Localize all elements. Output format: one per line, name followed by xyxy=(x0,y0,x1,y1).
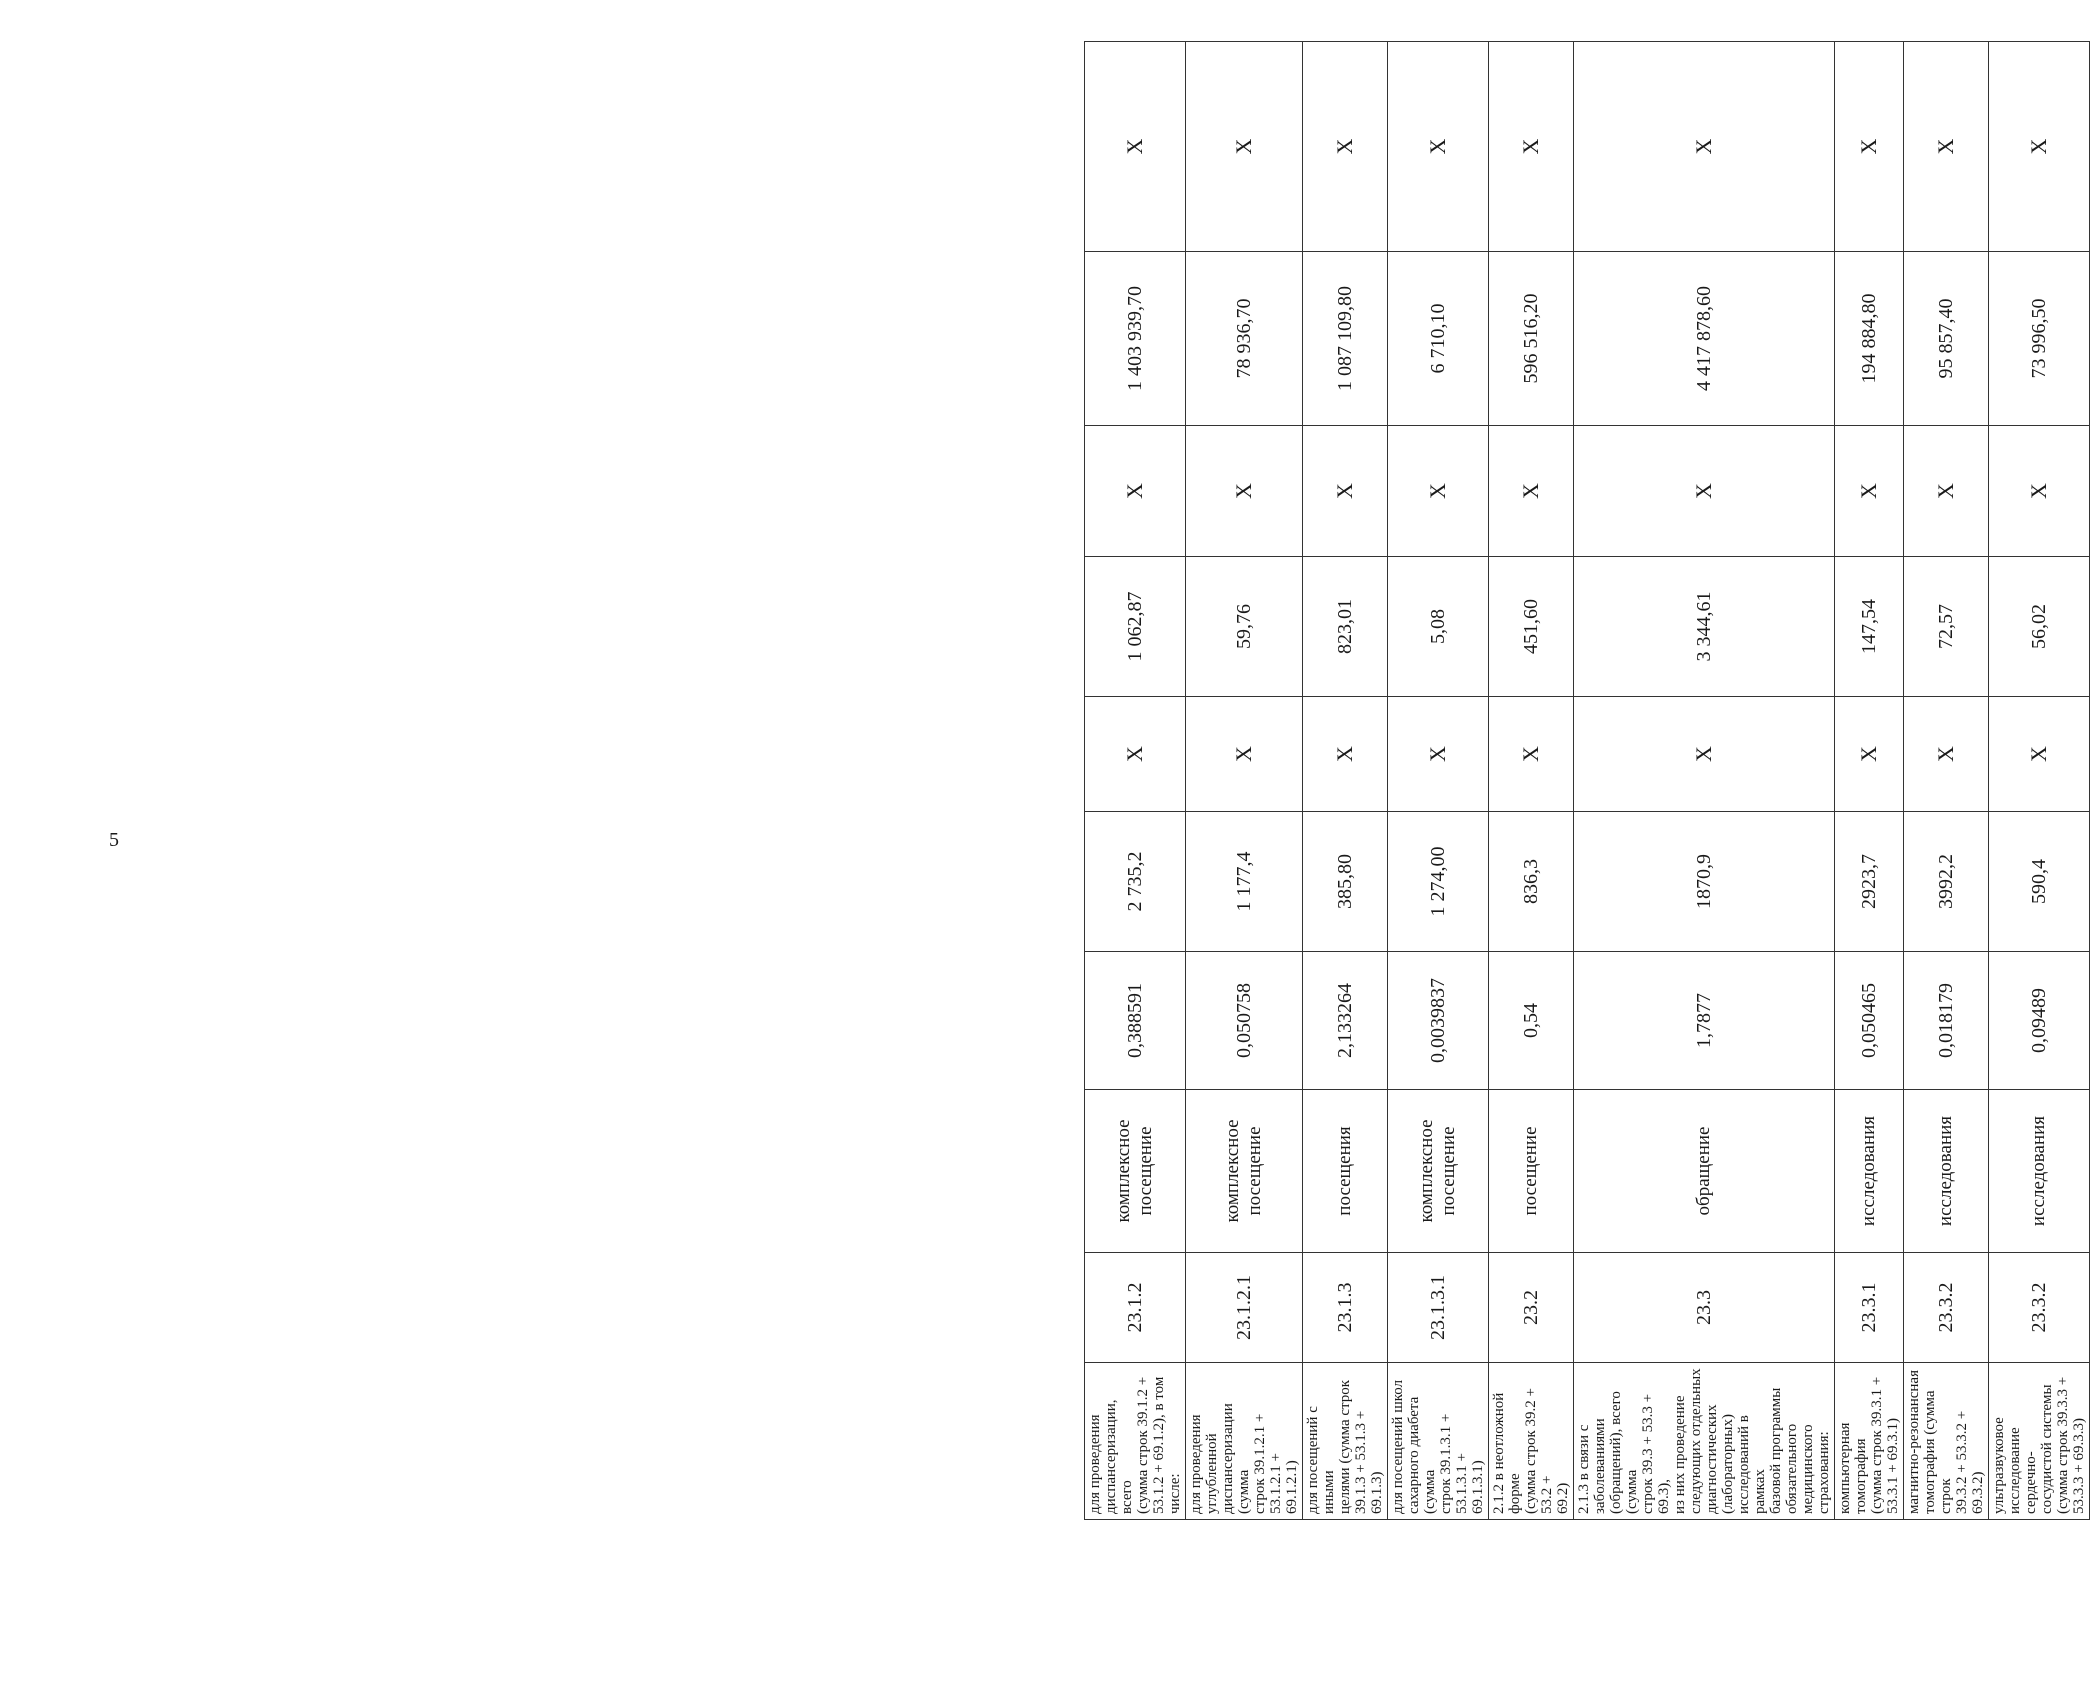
x-mark-cell: Х xyxy=(1835,697,1904,812)
norm-cost-cell: 1870,9 xyxy=(1574,812,1835,952)
x-mark-cell: Х xyxy=(1904,697,1989,812)
norm-volume-cell: 0,050465 xyxy=(1835,952,1904,1090)
row-name-cell: 2.1.3 в связи с заболеваниями (обращений), всего (сумма строк 39.3 + 53.3 + 69.3), из них проведение следующих отдельных диагностических (лабораторных) исследований в рамках базовой программы обязательного медицинского страхования: xyxy=(1574,1363,1835,1520)
x-mark-cell: Х xyxy=(1303,42,1388,252)
tariff-table xyxy=(1084,41,2090,1520)
x-mark-cell: Х xyxy=(1085,42,1186,252)
x-mark-cell: Х xyxy=(1303,697,1388,812)
x-mark-cell: Х xyxy=(1574,42,1835,252)
row-name-cell: ультразвуковое исследование сердечно- сосудистой системы (сумма строк 39.3.3 + 53.3.3 + 69.3.3) xyxy=(1989,1363,2090,1520)
unit-cell: посещение xyxy=(1489,1090,1574,1253)
row-name-cell: магнитно-резонансная томография (сумма строк 39.3.2 + 53.3.2 + 69.3.2) xyxy=(1904,1363,1989,1520)
norm-cost-cell: 2 735,2 xyxy=(1085,812,1186,952)
row-name-cell: 2.1.2 в неотложной форме (сумма строк 39.2 + 53.2 + 69.2) xyxy=(1489,1363,1574,1520)
x-mark-cell: Х xyxy=(1574,426,1835,557)
x-mark-cell: Х xyxy=(1388,697,1489,812)
total-cost-cell: 6 710,10 xyxy=(1388,252,1489,426)
x-mark-cell: Х xyxy=(1186,42,1303,252)
row-code-cell: 23.3 xyxy=(1574,1253,1835,1363)
table-row xyxy=(1835,42,1904,1520)
x-mark-cell: Х xyxy=(1085,426,1186,557)
per-capita-cell: 56,02 xyxy=(1989,557,2090,697)
total-cost-cell: 1 403 939,70 xyxy=(1085,252,1186,426)
unit-cell: исследования xyxy=(1835,1090,1904,1253)
norm-volume-cell: 0,09489 xyxy=(1989,952,2090,1090)
per-capita-cell: 3 344,61 xyxy=(1574,557,1835,697)
norm-cost-cell: 3992,2 xyxy=(1904,812,1989,952)
per-capita-cell: 5,08 xyxy=(1388,557,1489,697)
table-row xyxy=(1388,42,1489,1520)
table-body xyxy=(1085,42,2090,1520)
x-mark-cell: Х xyxy=(1489,42,1574,252)
rotated-table-wrapper xyxy=(1084,42,2087,1520)
x-mark-cell: Х xyxy=(1388,42,1489,252)
norm-volume-cell: 0,54 xyxy=(1489,952,1574,1090)
total-cost-cell: 78 936,70 xyxy=(1186,252,1303,426)
norm-volume-cell: 0,388591 xyxy=(1085,952,1186,1090)
x-mark-cell: Х xyxy=(1186,426,1303,557)
x-mark-cell: Х xyxy=(1085,697,1186,812)
per-capita-cell: 147,54 xyxy=(1835,557,1904,697)
row-code-cell: 23.3.1 xyxy=(1835,1253,1904,1363)
table-row xyxy=(1574,42,1835,1520)
row-name-cell: компьютерная томография (сумма строк 39.3.1 + 53.3.1 + 69.3.1) xyxy=(1835,1363,1904,1520)
row-code-cell: 23.1.2.1 xyxy=(1186,1253,1303,1363)
norm-volume-cell: 0,018179 xyxy=(1904,952,1989,1090)
row-code-cell: 23.1.3.1 xyxy=(1388,1253,1489,1363)
x-mark-cell: Х xyxy=(1989,426,2090,557)
row-name-cell: для посещений школ сахарного диабета (сумма строк 39.1.3.1 + 53.1.3.1 + 69.1.3.1) xyxy=(1388,1363,1489,1520)
row-code-cell: 23.1.2 xyxy=(1085,1253,1186,1363)
x-mark-cell: Х xyxy=(1186,697,1303,812)
total-cost-cell: 95 857,40 xyxy=(1904,252,1989,426)
row-code-cell: 23.3.2 xyxy=(1904,1253,1989,1363)
total-cost-cell: 73 996,50 xyxy=(1989,252,2090,426)
unit-cell: обращение xyxy=(1574,1090,1835,1253)
x-mark-cell: Х xyxy=(1489,697,1574,812)
table-row xyxy=(1303,42,1388,1520)
table-row xyxy=(1989,42,2090,1520)
row-code-cell: 23.3.2 xyxy=(1989,1253,2090,1363)
x-mark-cell: Х xyxy=(1835,426,1904,557)
norm-cost-cell: 1 274,00 xyxy=(1388,812,1489,952)
table-row xyxy=(1085,42,1186,1520)
norm-volume-cell: 1,7877 xyxy=(1574,952,1835,1090)
row-name-cell: для проведения углубленной диспансеризации (сумма строк 39.1.2.1 + 53.1.2.1 + 69.1.2.1) xyxy=(1186,1363,1303,1520)
per-capita-cell: 1 062,87 xyxy=(1085,557,1186,697)
x-mark-cell: Х xyxy=(1388,426,1489,557)
unit-cell: комплексное посещение xyxy=(1388,1090,1489,1253)
norm-volume-cell: 2,133264 xyxy=(1303,952,1388,1090)
per-capita-cell: 72,57 xyxy=(1904,557,1989,697)
unit-cell: исследования xyxy=(1989,1090,2090,1253)
norm-volume-cell: 0,050758 xyxy=(1186,952,1303,1090)
total-cost-cell: 4 417 878,60 xyxy=(1574,252,1835,426)
row-code-cell: 23.2 xyxy=(1489,1253,1574,1363)
x-mark-cell: Х xyxy=(1489,426,1574,557)
x-mark-cell: Х xyxy=(1303,426,1388,557)
unit-cell: исследования xyxy=(1904,1090,1989,1253)
total-cost-cell: 596 516,20 xyxy=(1489,252,1574,426)
norm-cost-cell: 836,3 xyxy=(1489,812,1574,952)
norm-cost-cell: 1 177,4 xyxy=(1186,812,1303,952)
norm-volume-cell: 0,0039837 xyxy=(1388,952,1489,1090)
x-mark-cell: Х xyxy=(1574,697,1835,812)
x-mark-cell: Х xyxy=(1989,697,2090,812)
page-number: 5 xyxy=(109,829,119,851)
x-mark-cell: Х xyxy=(1989,42,2090,252)
x-mark-cell: Х xyxy=(1835,42,1904,252)
per-capita-cell: 451,60 xyxy=(1489,557,1574,697)
norm-cost-cell: 590,4 xyxy=(1989,812,2090,952)
total-cost-cell: 194 884,80 xyxy=(1835,252,1904,426)
norm-cost-cell: 385,80 xyxy=(1303,812,1388,952)
table-row xyxy=(1904,42,1989,1520)
unit-cell: комплексное посещение xyxy=(1186,1090,1303,1253)
row-code-cell: 23.1.3 xyxy=(1303,1253,1388,1363)
per-capita-cell: 823,01 xyxy=(1303,557,1388,697)
row-name-cell: для посещений с иными целями (сумма строк 39.1.3 + 53.1.3 + 69.1.3) xyxy=(1303,1363,1388,1520)
x-mark-cell: Х xyxy=(1904,42,1989,252)
unit-cell: комплексное посещение xyxy=(1085,1090,1186,1253)
total-cost-cell: 1 087 109,80 xyxy=(1303,252,1388,426)
x-mark-cell: Х xyxy=(1904,426,1989,557)
row-name-cell: для проведения диспансеризации, всего (сумма строк 39.1.2 + 53.1.2 + 69.1.2), в том числе: xyxy=(1085,1363,1186,1520)
table-row xyxy=(1489,42,1574,1520)
norm-cost-cell: 2923,7 xyxy=(1835,812,1904,952)
table-row xyxy=(1186,42,1303,1520)
unit-cell: посещения xyxy=(1303,1090,1388,1253)
per-capita-cell: 59,76 xyxy=(1186,557,1303,697)
